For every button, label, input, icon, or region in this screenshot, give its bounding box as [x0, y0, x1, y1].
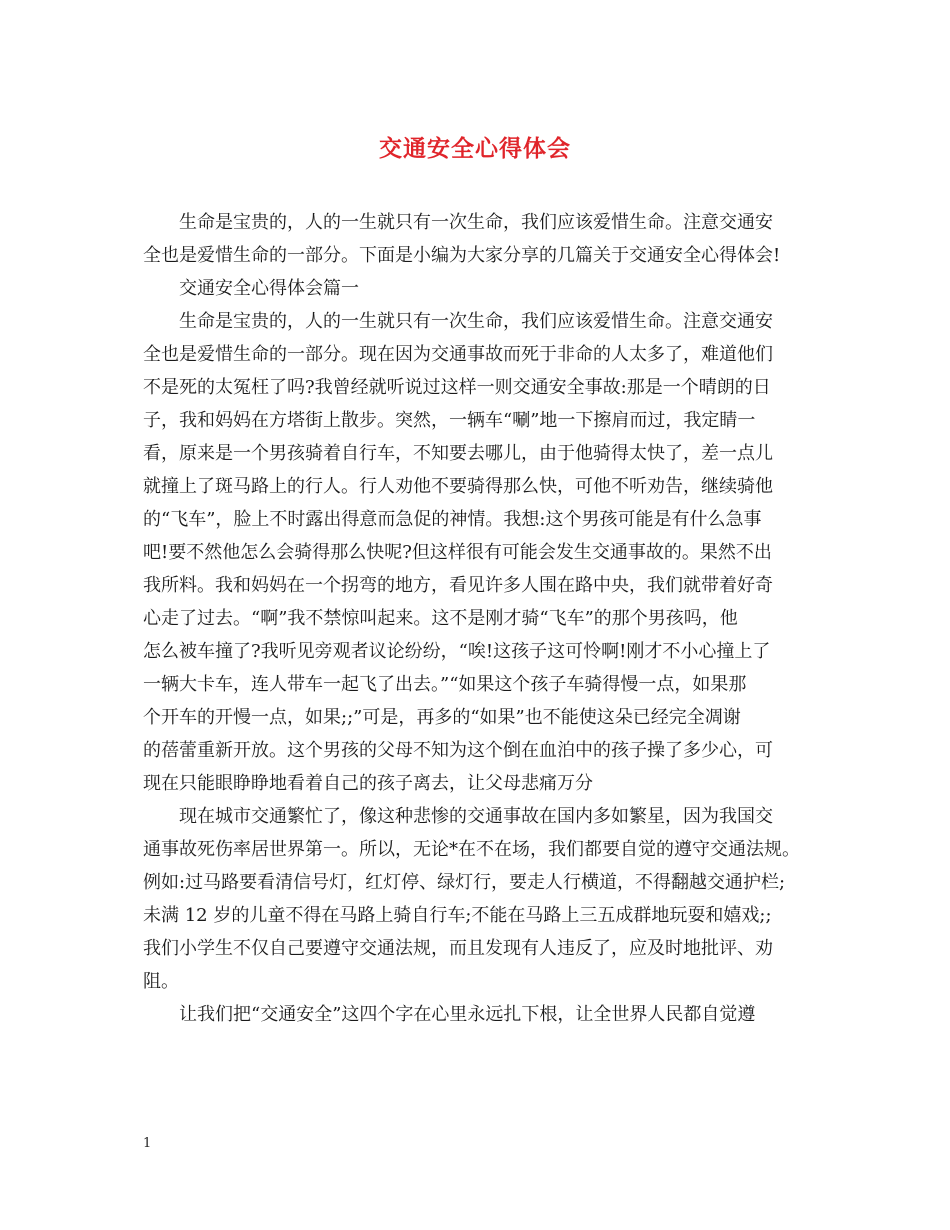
text-line: 就撞上了斑马路上的行人。行人劝他不要骑得那么快，可他不听劝告，继续骑他 [143, 476, 773, 497]
text-line: 怎么被车撞了?我听见旁观者议论纷纷，“唉!这孩子这可怜啊!刚才不小心撞上了 [143, 641, 771, 662]
text-line: 现在只能眼睁睁地看着自己的孩子离去，让父母悲痛万分 [143, 773, 593, 794]
text-line: 全也是爱惜生命的一部分。现在因为交通事故而死于非命的人太多了，难道他们 [143, 344, 773, 365]
text-line: 未满 12 岁的儿童不得在马路上骑自行车;不能在马路上三五成群地玩耍和嬉戏;; [143, 905, 772, 926]
text-line: 全也是爱惜生命的一部分。下面是小编为大家分享的几篇关于交通安全心得体会! [143, 245, 781, 266]
document-title: 交通安全心得体会 [379, 136, 571, 162]
text-line: 我所料。我和妈妈在一个拐弯的地方，看见许多人围在路中央，我们就带着好奇 [143, 575, 773, 596]
text-line: 个开车的开慢一点，如果;;”可是，再多的“如果”也不能使这朵已经完全凋谢 [143, 707, 741, 728]
text-line: 一辆大卡车，连人带车一起飞了出去。”“如果这个孩子车骑得慢一点，如果那 [143, 674, 747, 695]
text-line: 阻。 [143, 971, 179, 992]
text-line: 生命是宝贵的，人的一生就只有一次生命，我们应该爱惜生命。注意交通安 [179, 212, 773, 233]
text-line: 例如:过马路要看清信号灯，红灯停、绿灯行，要走人行横道，不得翻越交通护栏; [143, 872, 786, 893]
text-line: 看，原来是一个男孩骑着自行车，不知要去哪儿，由于他骑得太快了，差一点儿 [143, 443, 773, 464]
text-line: 交通安全心得体会篇一 [179, 278, 359, 299]
page-number: 1 [143, 1136, 152, 1151]
text-line: 的“飞车”，脸上不时露出得意而急促的神情。我想:这个男孩可能是有什么急事 [143, 509, 762, 530]
text-line: 心走了过去。“啊”我不禁惊叫起来。这不是刚才骑“飞车”的那个男孩吗，他 [143, 608, 738, 629]
text-line: 的蓓蕾重新开放。这个男孩的父母不知为这个倒在血泊中的孩子操了多少心，可 [143, 740, 773, 761]
text-line: 生命是宝贵的，人的一生就只有一次生命，我们应该爱惜生命。注意交通安 [179, 311, 773, 332]
text-line: 吧!要不然他怎么会骑得那么快呢?但这样很有可能会发生交通事故的。果然不出 [143, 542, 772, 563]
document-body [143, 206, 815, 1031]
text-line: 现在城市交通繁忙了，像这种悲惨的交通事故在国内多如繁星，因为我国交 [179, 806, 773, 827]
text-line: 不是死的太冤枉了吗?我曾经就听说过这样一则交通安全事故:那是一个晴朗的日 [143, 377, 771, 398]
text-line: 通事故死伤率居世界第一。所以，无论*在不在场，我们都要自觉的遵守交通法规。 [143, 839, 800, 860]
text-line: 子，我和妈妈在方塔街上散步。突然，一辆车“唰”地一下擦肩而过，我定睛一 [143, 410, 756, 431]
text-line: 让我们把“交通安全”这四个字在心里永远扎下根，让全世界人民都自觉遵 [179, 1004, 756, 1025]
text-line: 我们小学生不仅自己要遵守交通法规，而且发现有人违反了，应及时地批评、劝 [143, 938, 773, 959]
